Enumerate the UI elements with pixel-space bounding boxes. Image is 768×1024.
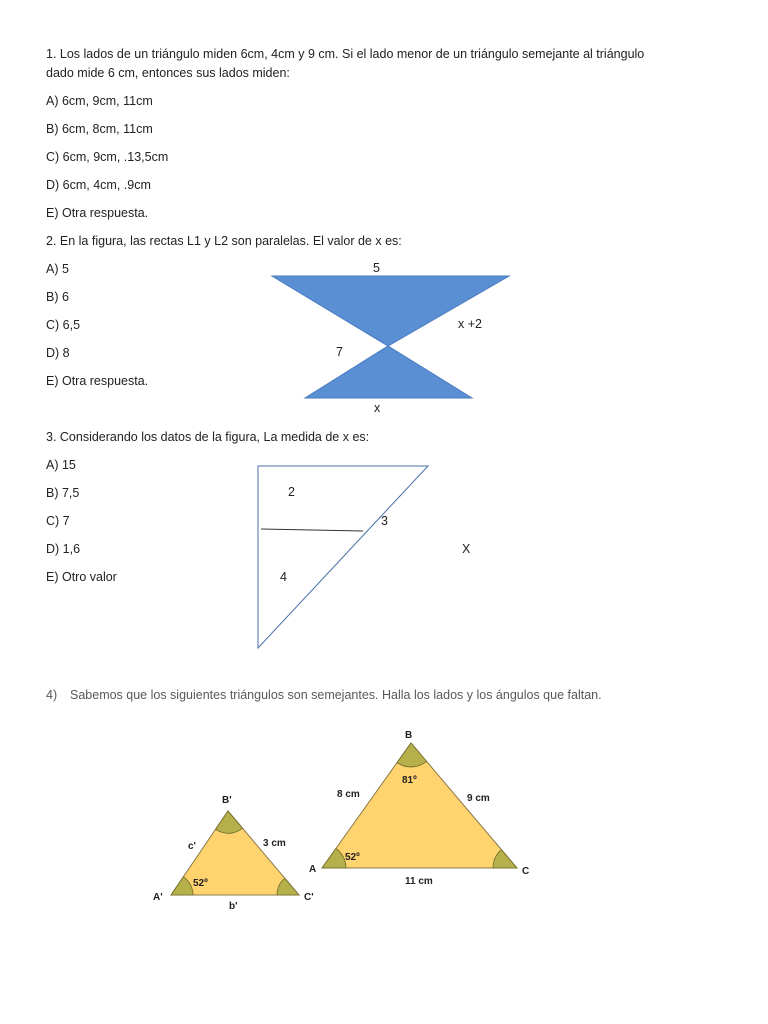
q2-option-c: C) 6,5: [46, 318, 81, 332]
small-vertex-b: B': [222, 795, 232, 806]
small-side-b: b': [229, 901, 238, 912]
q2-label-bottom: x: [374, 401, 381, 415]
q2-label-top: 5: [373, 261, 380, 275]
large-vertex-a: A: [309, 864, 317, 875]
q3-label-3: 3: [381, 514, 388, 528]
small-side-right: 3 cm: [263, 838, 286, 849]
q3-text: 3. Considerando los datos de la figura, La medida de x es:: [46, 430, 370, 444]
q4-number: 4): [46, 688, 58, 702]
q3-parallel-segment: [261, 529, 363, 531]
q2-option-d: D) 8: [46, 346, 70, 360]
q3-label-x: X: [462, 542, 471, 556]
small-vertex-c: C': [304, 892, 314, 903]
q1-option-c: C) 6cm, 9cm, .13,5cm: [46, 150, 169, 164]
q2-option-b: B) 6: [46, 290, 69, 304]
q1-text-line2: dado mide 6 cm, entonces sus lados miden:: [46, 66, 290, 80]
q2-option-a: A) 5: [46, 262, 69, 276]
small-angle-a-label: 52º: [193, 878, 208, 889]
large-side-left: 8 cm: [337, 789, 360, 800]
q3-option-e: E) Otro valor: [46, 570, 117, 584]
q4-small-triangle: [153, 795, 317, 912]
small-side-c: c': [188, 841, 196, 852]
q3-triangle: [258, 466, 428, 648]
small-vertex-a: A': [153, 892, 163, 903]
large-angle-a-label: 52º: [345, 852, 360, 863]
q1-option-d: D) 6cm, 4cm, .9cm: [46, 178, 151, 192]
q3-option-b: B) 7,5: [46, 486, 80, 500]
q1-option-b: B) 6cm, 8cm, 11cm: [46, 122, 153, 136]
q2-text: 2. En la figura, las rectas L1 y L2 son paralelas. El valor de x es:: [46, 234, 402, 248]
small-angle-b: [216, 811, 243, 833]
q2-label-left: 7: [336, 345, 343, 359]
large-angle-b: [397, 743, 426, 767]
q2-lower-triangle: [305, 346, 472, 398]
q3-option-d: D) 1,6: [46, 542, 81, 556]
q3-label-4: 4: [280, 570, 287, 584]
q2-upper-triangle: [272, 276, 509, 346]
large-side-right: 9 cm: [467, 793, 490, 804]
q3-label-2: 2: [288, 485, 295, 499]
q2-figure: [272, 261, 509, 415]
q3-option-a: A) 15: [46, 458, 76, 472]
large-side-bottom: 11 cm: [405, 876, 433, 887]
q2-label-right: x +2: [458, 317, 482, 331]
q1-option-a: A) 6cm, 9cm, 11cm: [46, 94, 153, 108]
q4-text: Sabemos que los siguientes triángulos son semejantes. Halla los lados y los ángulos que faltan.: [70, 688, 602, 702]
q1-text-line1: 1. Los lados de un triángulo miden 6cm, 4cm y 9 cm. Si el lado menor de un triángulo semejante al triángulo: [46, 47, 645, 61]
large-angle-b-label: 81º: [402, 775, 417, 786]
large-vertex-c: C: [522, 866, 530, 877]
q3-figure: [258, 466, 471, 648]
q3-option-c: C) 7: [46, 514, 70, 528]
q1-option-e: E) Otra respuesta.: [46, 206, 149, 220]
large-vertex-b: B: [405, 730, 413, 741]
q2-option-e: E) Otra respuesta.: [46, 374, 149, 388]
q4-large-triangle: [309, 730, 529, 887]
